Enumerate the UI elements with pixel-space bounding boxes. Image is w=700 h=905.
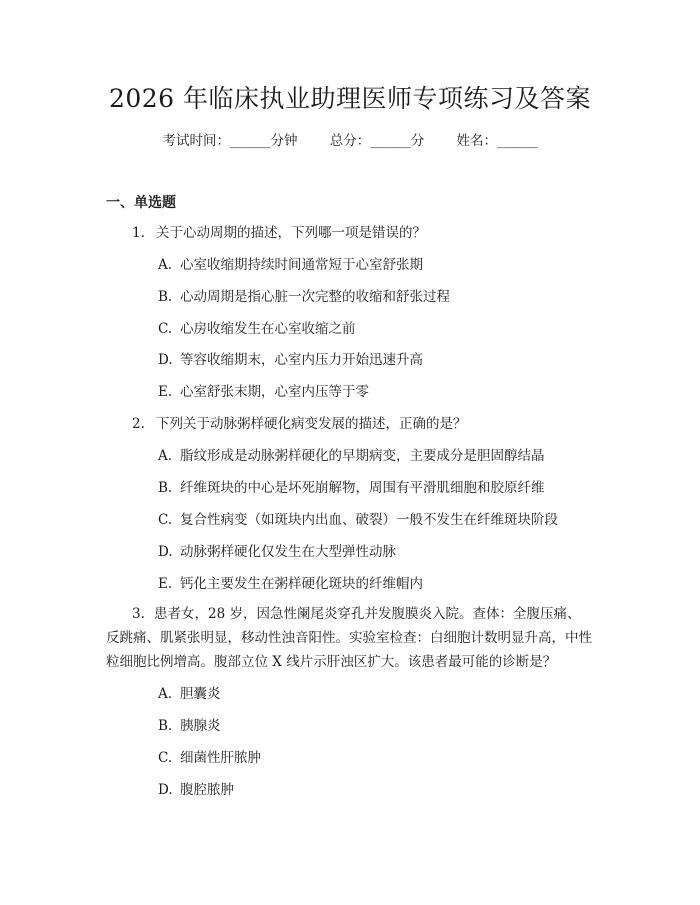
option-text: 脂纹形成是动脉粥样硬化的早期病变，主要成分是胆固醇结晶 <box>180 448 545 464</box>
option-letter: C. <box>158 321 173 337</box>
option-letter: B. <box>158 718 173 734</box>
question-1-option-a <box>158 255 423 275</box>
option-letter: C. <box>158 512 173 528</box>
option-text: 动脉粥样硬化仅发生在大型弹性动脉 <box>180 544 396 560</box>
option-text: 心房收缩发生在心室收缩之前 <box>180 321 356 337</box>
question-text: 关于心动周期的描述，下列哪一项是错误的？ <box>156 225 426 241</box>
option-text: 心室舒张末期，心室内压等于零 <box>180 384 369 400</box>
option-text: 纤维斑块的中心是坏死崩解物，周围有平滑肌细胞和胶原纤维 <box>180 480 545 496</box>
question-2-option-a <box>158 446 545 466</box>
question-3-option-b <box>158 716 221 736</box>
option-letter: A. <box>158 686 173 702</box>
option-letter: E. <box>158 576 173 592</box>
question-1-option-b <box>158 287 450 307</box>
question-2-option-d <box>158 542 396 562</box>
option-text: 心室收缩期持续时间通常短于心室舒张期 <box>180 257 423 273</box>
question-3-stem-line-3: 粒细胞比例增高。腹部立位 X 线片示肝浊区扩大。该患者最可能的诊断是？ <box>106 654 557 670</box>
question-1-stem <box>132 223 426 243</box>
question-number: 1. <box>132 225 145 241</box>
option-letter: D. <box>158 782 173 798</box>
question-3-option-d <box>158 780 234 800</box>
option-text: 等容收缩期末，心室内压力开始迅速升高 <box>180 352 423 368</box>
option-letter: B. <box>158 480 173 496</box>
option-letter: A. <box>158 448 173 464</box>
option-letter: A. <box>158 257 173 273</box>
question-3-option-c <box>158 748 261 768</box>
question-1-option-c <box>158 319 356 339</box>
question-3-option-a <box>158 684 221 704</box>
section-heading: 一、单选题 <box>106 195 176 211</box>
option-letter: E. <box>158 384 173 400</box>
question-3-stem-line-2: 反跳痛、肌紧张明显，移动性浊音阳性。实验室检查：白细胞计数明显升高，中性 <box>106 630 592 646</box>
question-3-stem-line-1 <box>106 604 596 624</box>
option-text: 细菌性肝脓肿 <box>180 750 261 766</box>
option-text: 复合性病变（如斑块内出血、破裂）一般不发生在纤维斑块阶段 <box>180 512 558 528</box>
option-letter: D. <box>158 544 173 560</box>
exam-time-label: 考试时间：______分钟 <box>162 133 298 149</box>
exam-meta-line <box>0 131 700 151</box>
option-letter: B. <box>158 289 173 305</box>
option-text: 心动周期是指心脏一次完整的收缩和舒张过程 <box>180 289 450 305</box>
question-1-option-d <box>158 350 423 370</box>
question-number: 2. <box>132 416 145 432</box>
option-text: 腹腔脓肿 <box>180 782 234 798</box>
question-1-option-e <box>158 382 369 402</box>
question-2-option-c <box>158 510 558 530</box>
option-text: 胰腺炎 <box>180 718 221 734</box>
student-name-label: 姓名：______ <box>456 133 538 149</box>
question-number: 3. <box>132 606 145 622</box>
option-letter: D. <box>158 352 173 368</box>
question-text: 下列关于动脉粥样硬化病变发展的描述，正确的是？ <box>156 416 467 432</box>
option-text: 胆囊炎 <box>180 686 221 702</box>
question-2-stem <box>132 414 467 434</box>
total-score-label: 总分：______分 <box>329 133 425 149</box>
question-2-option-e <box>158 574 423 594</box>
question-text: 患者女，28 岁，因急性阑尾炎穿孔并发腹膜炎入院。查体：全腹压痛、 <box>154 606 581 622</box>
page-title: 2026 年临床执业助理医师专项练习及答案 <box>108 84 592 113</box>
question-2-option-b <box>158 478 545 498</box>
option-letter: C. <box>158 750 173 766</box>
option-text: 钙化主要发生在粥样硬化斑块的纤维帽内 <box>180 576 423 592</box>
